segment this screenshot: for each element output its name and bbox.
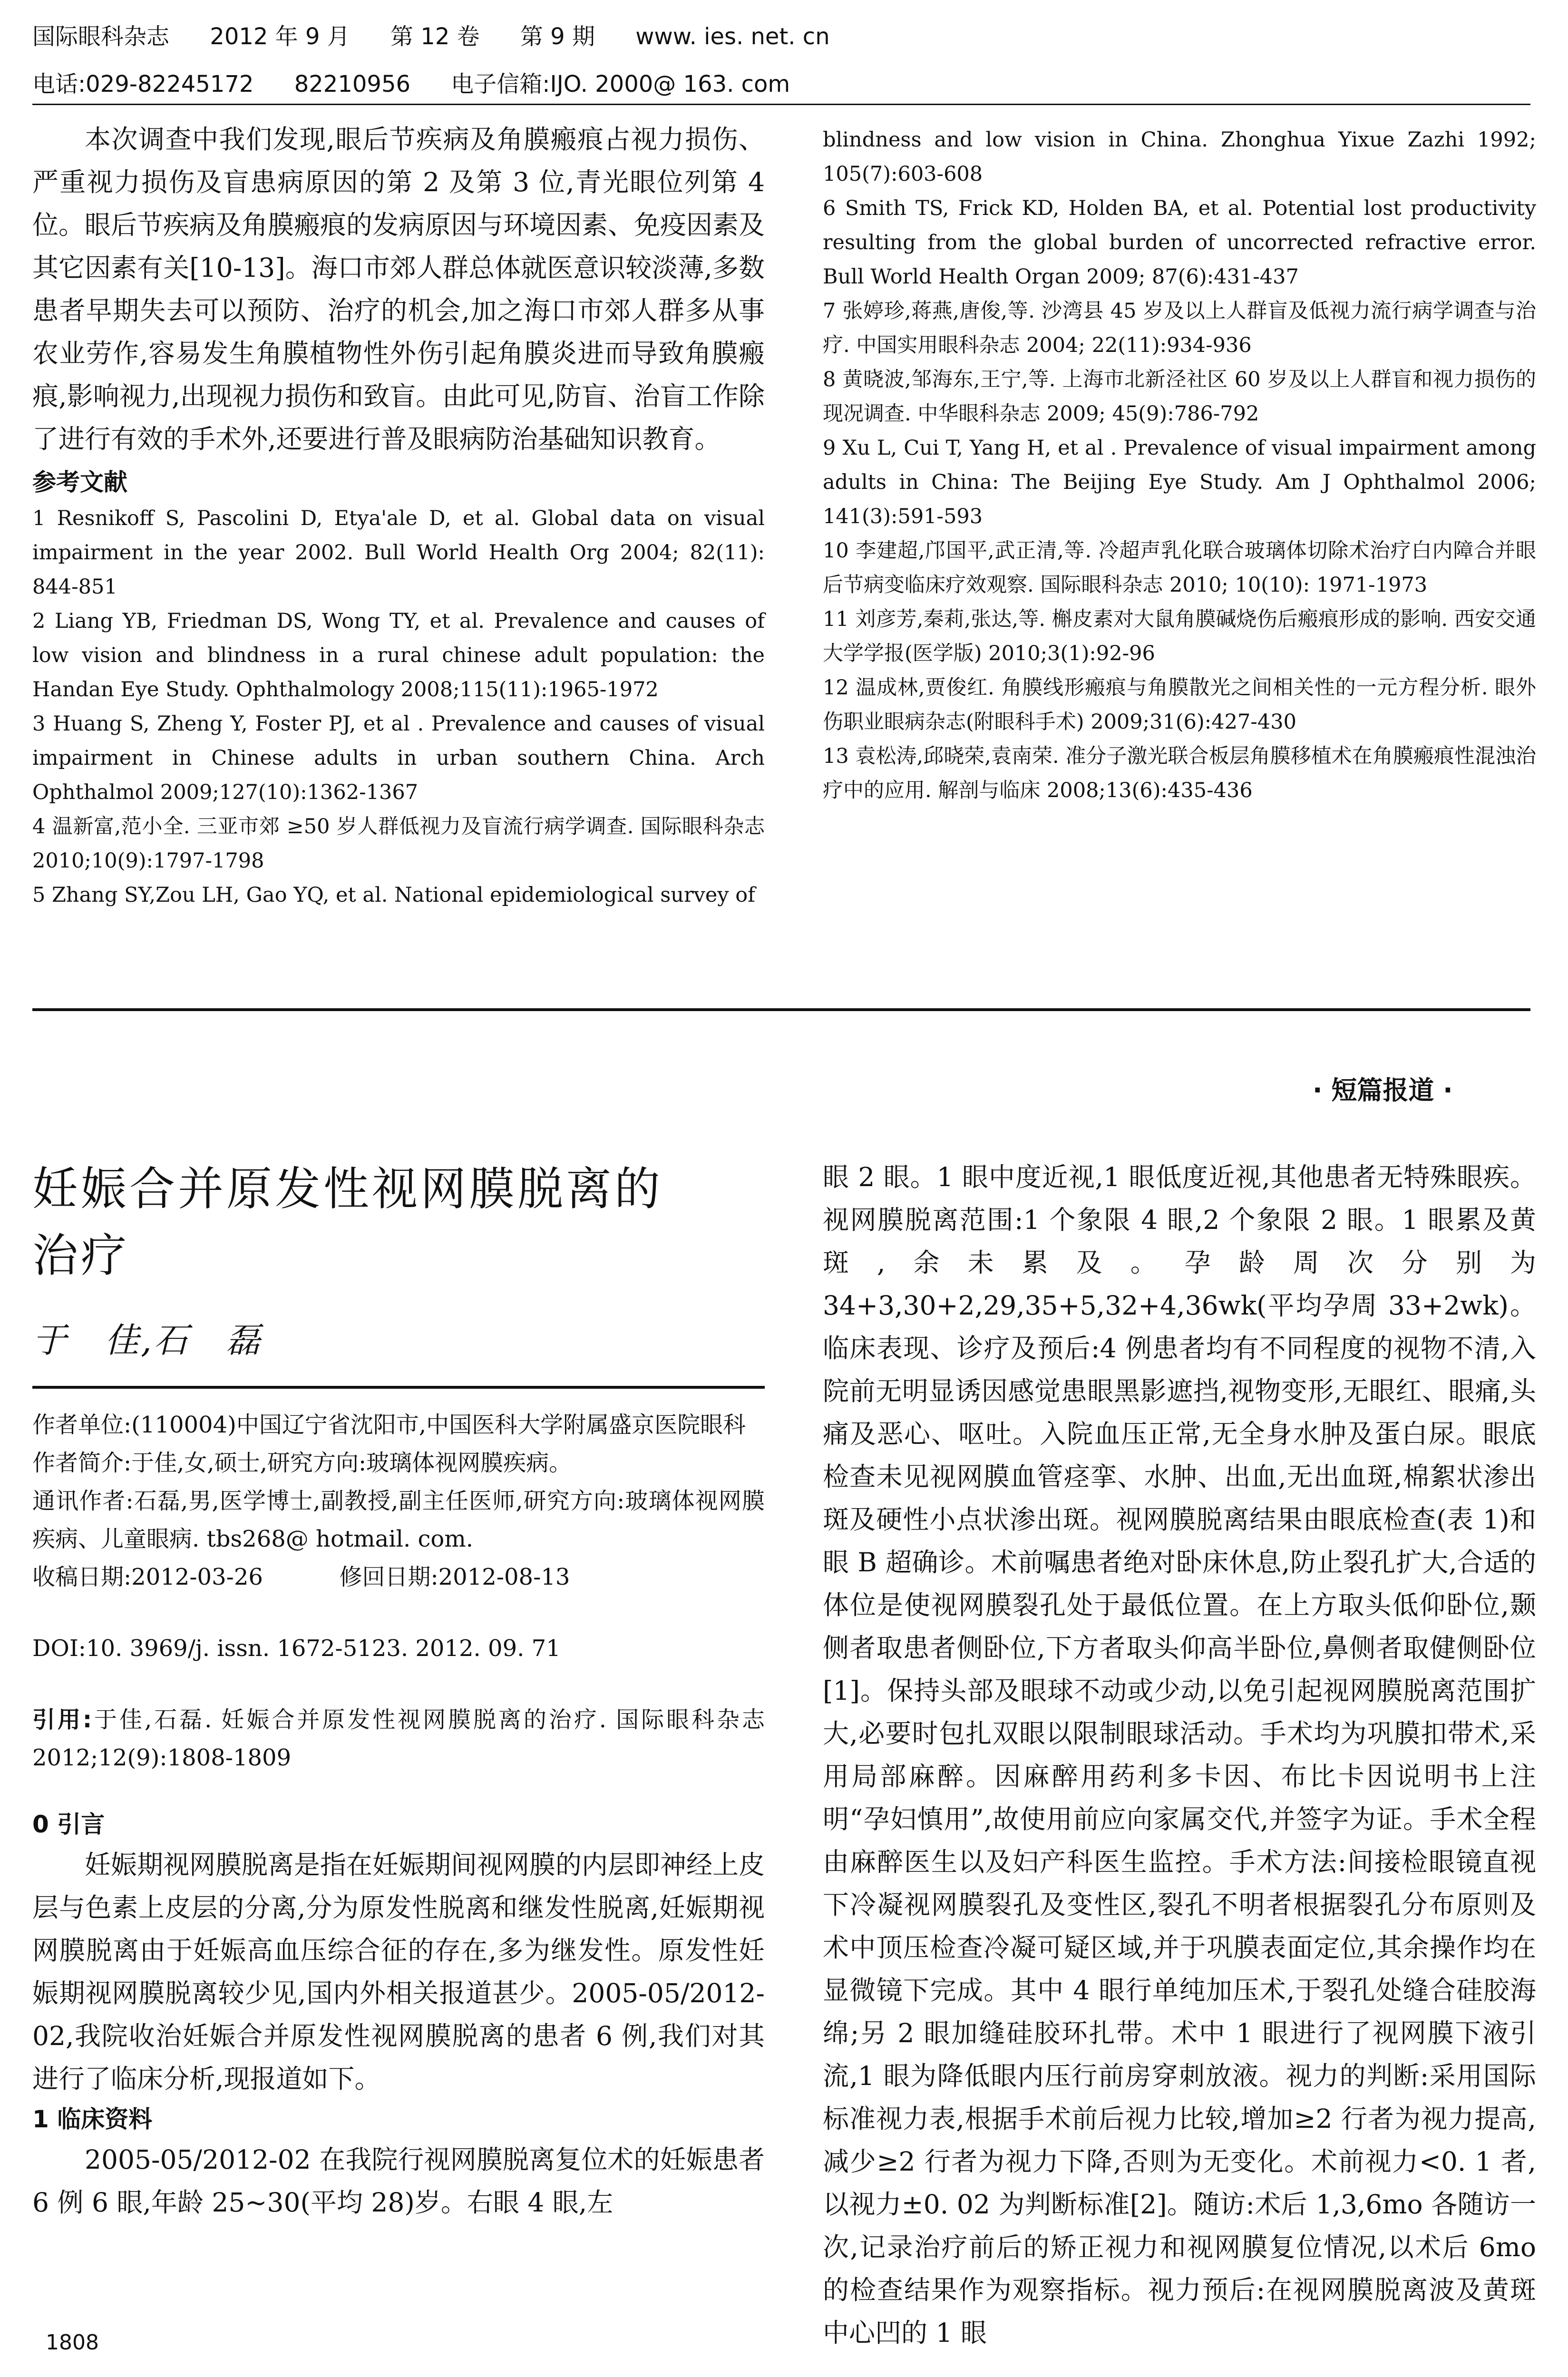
clinical-paragraph: 2005-05/2012-02 在我院行视网膜脱离复位术的妊娠患者 6 例 6 眼,年龄 25~30(平均 28)岁。右眼 4 眼,左 — [32, 2144, 765, 2218]
reference-item: 4 温新富,范小全. 三亚市郊 ≥50 岁人群低视力及盲流行病学调查. 国际眼科杂志 2010;10(9):1797-1798 — [32, 815, 765, 873]
reference-item: 13 袁松涛,邱晓荣,袁南荣. 准分子激光联合板层角膜移植术在角膜瘢痕性混浊治疗中的应用. 解剖与临床 2008;13(6):435-436 — [823, 744, 1536, 802]
references-list-left — [32, 501, 765, 912]
clinical-heading: 1 临床资料 — [32, 2105, 153, 2133]
journal-name: 国际眼科杂志 — [32, 23, 170, 50]
reference-item: 5 Zhang SY,Zou LH, Gao YQ, et al. National epidemiological survey of — [32, 883, 756, 907]
article-title-line2: 治疗 — [32, 1229, 129, 1282]
volume: 第 12 卷 — [390, 23, 480, 50]
phone2: 82210956 — [294, 71, 411, 97]
issue-date: 2012 年 9 月 — [210, 23, 350, 50]
authors-rule — [32, 1386, 765, 1389]
reference-item: 10 李建超,邝国平,武正清,等. 冷超声乳化联合玻璃体切除术治疗白内障合并眼后节病变临床疗效观察. 国际眼科杂志 2010; 10(10): 1971-1973 — [823, 539, 1536, 597]
citation-text: 于佳,石磊. 妊娠合并原发性视网膜脱离的治疗. 国际眼科杂志 2012;12(9):1808-1809 — [32, 1706, 765, 1771]
reference-item: 2 Liang YB, Friedman DS, Wong TY, et al. Prevalence and causes of low vision and blindness in a rural chinese adult population: the Handan Eye Study. Ophthalmology 2008;115(11):1965-1972 — [32, 609, 765, 701]
reference-item: 11 刘彦芳,秦莉,张达,等. 槲皮素对大鼠角膜碱烧伤后瘢痕形成的影响. 西安交通大学学报(医学版) 2010;3(1):92-96 — [823, 607, 1536, 665]
citation — [32, 1701, 765, 1777]
article-title-line1: 妊娠合并原发性视网膜脱离的 — [32, 1162, 663, 1216]
reference-item: blindness and low vision in China. Zhonghua Yixue Zazhi 1992; 105(7):603-608 — [823, 128, 1536, 186]
reference-item: 3 Huang S, Zheng Y, Foster PJ, et al . Prevalence and causes of visual impairment in Chinese adults in urban southern China. Arch Ophthalmol 2009;127(10):1362-1367 — [32, 712, 765, 804]
article-meta — [32, 1406, 765, 1777]
top-left-column — [32, 118, 765, 912]
intro-heading: 0 引言 — [32, 1811, 105, 1838]
corresponding-author: 通讯作者:石磊,男,医学博士,副教授,副主任医师,研究方向:玻璃体视网膜疾病、儿童眼病. tbs268@ hotmail. com. — [32, 1488, 765, 1552]
email: 电子信箱:IJO. 2000@ 163. com — [451, 71, 790, 97]
reference-item: 12 温成林,贾俊红. 角膜线形瘢痕与角膜散光之间相关性的一元方程分析. 眼外伤职业眼病杂志(附眼科手术) 2009;31(6):427-430 — [823, 676, 1536, 734]
journal-header-line2 — [32, 66, 823, 98]
journal-header-line1 — [32, 18, 863, 51]
reference-item: 8 黄晓波,邹海东,王宁,等. 上海市北新泾社区 60 岁及以上人群盲和视力损伤的现况调查. 中华眼科杂志 2009; 45(9):786-792 — [823, 368, 1536, 426]
author-bio: 作者简介:于佳,女,硕士,研究方向:玻璃体视网膜疾病。 — [32, 1450, 572, 1476]
citation-label: 引用: — [32, 1706, 92, 1733]
article-authors: 于 佳,石 磊 — [32, 1320, 262, 1360]
clinical-paragraph-continued: 眼 2 眼。1 眼中度近视,1 眼低度近视,其他患者无特殊眼疾。视网膜脱离范围:1 个象限 4 眼,2 个象限 2 眼。1 眼累及黄斑,余未累及。孕龄周次分别为 34+3,30+2,29,35+5,32+4,36wk(平均孕周 33+2wk)。临床表现、诊疗及预后:4 例患者均有不同程度的视物不清,入院前无明显诱因感觉患眼黑影遮挡,视物变形,无眼红、眼痛,头痛及恶心、呕吐。入院血压正常,无全身水肿及蛋白尿。眼底检查未见视网膜血管痉挛、水肿、出血,无出血斑,棉絮状渗出斑及硬性小点状渗出斑。视网膜脱离结果由眼底检查(表 1)和眼 B 超确诊。术前嘱患者绝对卧床休息,防止裂孔扩大,合适的体位是使视网膜裂孔处于最低位置。在上方取头低仰卧位,颞侧者取患者侧卧位,下方者取头仰高半卧位,鼻侧者取健侧卧位[1]。保持头部及眼球不动或少动,以免引起视网膜脱离范围扩大,必要时包扎双眼以限制眼球活动。手术均为巩膜扣带术,采用局部麻醉。因麻醉用药利多卡因、布比卡因说明书上注明“孕妇慎用”,故使用前应向家属交代,并签字为证。手术全程由麻醉医生以及妇产科医生监控。手术方法:间接检眼镜直视下冷凝视网膜裂孔及变性区,裂孔不明者根据裂孔分布原则及术中顶压检查冷凝可疑区域,并于巩膜表面定位,其余操作均在显微镜下完成。其中 4 眼行单纯加压术,于裂孔处缝合硅胶海绵;另 2 眼加缝硅胶环扎带。术中 1 眼进行了视网膜下液引流,1 眼为降低眼内压行前房穿刺放液。视力的判断:采用国际标准视力表,根据手术前后视力比较,增加≥2 行者为视力提高,减少≥2 行者为视力下降,否则为无变化。术前视力<0. 1 者,以视力±0. 02 为判断标准[2]。随访:术后 1,3,6mo 各随访一次,记录治疗前后的矫正视力和视网膜复位情况,以术后 6mo 的检查结果作为观察指标。视力预后:在视网膜脱离波及黄斑中心凹的 1 眼 — [823, 1162, 1537, 2348]
top-right-column — [823, 123, 1536, 808]
dates-line — [32, 1558, 765, 1596]
revised-date: 修回日期:2012-08-13 — [339, 1564, 570, 1590]
page-number: 1808 — [46, 2330, 99, 2355]
issue: 第 9 期 — [520, 23, 595, 50]
phone: 电话:029-82245172 — [32, 71, 254, 97]
received-date: 收稿日期:2012-03-26 — [32, 1564, 263, 1590]
affiliation: 作者单位:(110004)中国辽宁省沈阳市,中国医科大学附属盛京医院眼科 — [32, 1412, 746, 1438]
reference-item: 7 张婷珍,蒋燕,唐俊,等. 沙湾县 45 岁及以上人群盲及低视力流行病学调查与治疗. 中国实用眼科杂志 2004; 22(11):934-936 — [823, 299, 1536, 357]
reference-item: 6 Smith TS, Frick KD, Holden BA, et al. Potential lost productivity resulting from the global burden of uncorrected refractive error. Bull World Health Organ 2009; 87(6):431-437 — [823, 196, 1536, 289]
discussion-paragraph: 本次调查中我们发现,眼后节疾病及角膜瘢痕占视力损伤、严重视力损伤及盲患病原因的第 2 及第 3 位,青光眼位列第 4 位。眼后节疾病及角膜瘢痕的发病原因与环境因素、免疫因素及其它因素有关[10-13]。海口市郊人群总体就医意识较淡薄,多数患者早期失去可以预防、治疗的机会,加之海口市郊人群多从事农业劳作,容易发生角膜植物性外伤引起角膜炎进而导致角膜瘢痕,影响视力,出现视力损伤和致盲。由此可见,防盲、治盲工作除了进行有效的手术外,还要进行普及眼病防治基础知识教育。 — [32, 124, 765, 454]
reference-item: 9 Xu L, Cui T, Yang H, et al . Prevalence of visual impairment among adults in China: The Beijing Eye Study. Am J Ophthalmol 2006; 141(3):591-593 — [823, 436, 1536, 528]
intro-paragraph: 妊娠期视网膜脱离是指在妊娠期间视网膜的内层即神经上皮层与色素上皮层的分离,分为原发性脱离和继发性脱离,妊娠期视网膜脱离由于妊娠高血压综合征的存在,多为继发性。原发性妊娠期视网膜脱离较少见,国内外相关报道甚少。2005-05/2012-02,我院收治妊娠合并原发性视网膜脱离的患者 6 例,我们对其进行了临床分析,现报道如下。 — [32, 1850, 765, 2094]
references-list-right — [823, 123, 1536, 808]
website: www. ies. net. cn — [635, 23, 830, 50]
column-label: · 短篇报道 · — [1313, 1075, 1453, 1105]
article-separator — [32, 1008, 1530, 1011]
doi: DOI:10. 3969/j. issn. 1672-5123. 2012. 09. 71 — [32, 1635, 561, 1662]
header-divider — [32, 104, 1530, 105]
references-heading: 参考文献 — [32, 468, 127, 496]
article-right-column — [823, 1156, 1536, 2354]
reference-item: 1 Resnikoff S, Pascolini D, Etya'ale D, et al. Global data on visual impairment in the year 2002. Bull World Health Org 2004; 82(11): 844-851 — [32, 507, 765, 599]
article-left-column — [32, 1156, 765, 2224]
